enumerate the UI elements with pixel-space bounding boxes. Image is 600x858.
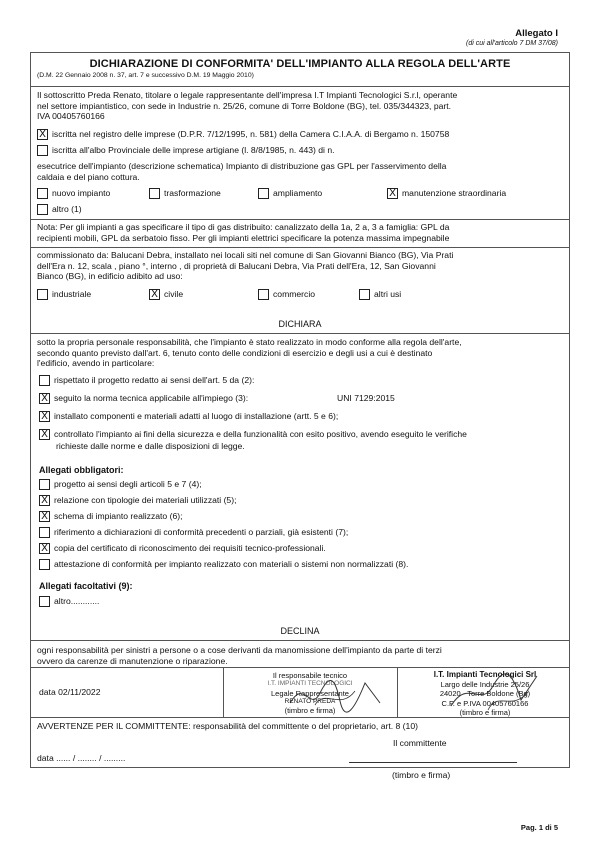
intro-line: nel settore impiantistico, con sede in Industrie n. 25/26, comune di Torre Boldone (BG), tel. 035/344323, part. (37, 100, 452, 111)
allegato-item (39, 543, 326, 554)
dichiara-item-label: controllato l'impianto ai fini della sicurezza e della funzionalità con esito positivo, avendo eseguito le verifiche (54, 429, 467, 439)
allegato-item-label: progetto ai sensi degli articoli 5 e 7 (4); (54, 479, 202, 489)
declina-line: ogni responsabilità per sinistri a persone o a cose derivanti da manomissione dell'impianto da parte di terzi (37, 645, 442, 655)
uso-civile (149, 289, 183, 300)
divider (31, 717, 569, 718)
option-label: industriale (52, 289, 92, 299)
divider (31, 640, 569, 641)
divider (397, 667, 398, 717)
dichiara-section (31, 337, 569, 369)
company-piva: C.F. e P.IVA 00405760166 (441, 698, 529, 708)
committente-line: commissionato da: Balucani Debra, installato nei locali siti nel comune di San Giovanni Bianco (BG), Via Prati (37, 250, 454, 260)
allegato-label: Allegato I (515, 28, 558, 39)
document-subtitle: (D.M. 22 Gennaio 2008 n. 37, art. 7 e successivo D.M. 19 Maggio 2010) (37, 71, 254, 79)
allegato-item (39, 559, 408, 570)
document-frame (30, 52, 570, 768)
nota-line: Nota: Per gli impianti a gas specificare il tipo di gas distribuito: canalizzato della 1a, 2 a, 3 a famiglia: GPL da (37, 222, 450, 232)
dichiara-item (39, 393, 248, 404)
declina-line: ovvero da carenze di manutenzione o riparazione. (37, 655, 228, 666)
responsabile-label: Il responsabile tecnico (272, 671, 348, 680)
dichiara-item (39, 375, 254, 386)
dichiara-item-label: rispettato il progetto redatto ai sensi dell'art. 5 da (2): (54, 375, 255, 385)
allegato-item (39, 495, 236, 506)
esecutrice-line: esecutrice dell'impianto (descrizione schematica) Impianto di distribuzione gas GPL per l'asservimento della (37, 161, 447, 171)
checkbox[interactable] (37, 204, 48, 215)
option-label: ampliamento (273, 188, 323, 198)
checkbox[interactable] (258, 188, 269, 199)
allegato-item (39, 511, 182, 522)
allegato-item-label: altro............ (54, 596, 100, 606)
checkbox[interactable]: X (39, 495, 50, 506)
divider (223, 667, 224, 717)
allegato-item-label: relazione con tipologie dei materiali utilizzati (5); (54, 495, 237, 505)
committente-label: Il committente (393, 738, 447, 748)
allegato-note: (di cui all'articolo 7 DM 37/08) (466, 39, 558, 47)
uso-commercio (258, 289, 315, 300)
allegato-item-label: schema di impianto realizzato (6); (54, 511, 183, 521)
declina-heading: DECLINA (280, 626, 320, 636)
checkbox[interactable] (39, 527, 50, 538)
dichiara-heading: DICHIARA (278, 319, 322, 329)
allegato-item-label: riferimento a dichiarazioni di conformità precedenti o parziali, già esistenti (7); (54, 527, 349, 537)
option-nuovo-impianto (37, 188, 110, 199)
checkbox[interactable]: X (149, 289, 160, 300)
checkbox[interactable] (359, 289, 370, 300)
albo-artigiane-row (37, 145, 335, 156)
divider (31, 86, 569, 87)
option-label: commercio (273, 289, 316, 299)
divider (31, 219, 569, 220)
allegati-obbligatori-heading: Allegati obbligatori: (39, 465, 124, 475)
option-label: manutenzione straordinaria (402, 188, 507, 198)
company-address: 24020 - Torre Boldone (Bg) (439, 689, 531, 699)
dichiara-item-continuation: richieste dalle norme e dalle disposizioni di legge. (56, 441, 245, 451)
checkbox[interactable]: X (39, 411, 50, 422)
checkbox[interactable]: X (387, 188, 398, 199)
dichiara-item-label: installato componenti e materiali adatti al luogo di installazione (artt. 5 e 6); (54, 411, 339, 421)
dichiara-item (39, 411, 338, 422)
page-number: Pag. 1 di 5 (520, 823, 558, 832)
uso-industriale (37, 289, 91, 300)
dichiara-line: secondo quanto previsto dall'art. 6, tenuto conto delle condizioni di esercizio e degli usi a cui è destinato (37, 347, 433, 358)
checkbox[interactable] (37, 145, 48, 156)
option-label: civile (164, 289, 184, 299)
checkbox[interactable] (39, 479, 50, 490)
intro-line: IVA 00405760166 (37, 111, 105, 122)
checkbox[interactable]: X (39, 429, 50, 440)
option-label: altri usi (374, 289, 402, 299)
option-label: nuovo impianto (52, 188, 111, 198)
title-section (31, 58, 569, 80)
checkbox[interactable] (37, 188, 48, 199)
timbro-firma-caption: (timbro e firma) (284, 706, 336, 715)
nota-line: recipienti mobili, GPL da serbatoio fisso. Per gli impianti elettrici specificare la potenza massima impegnabile (37, 232, 450, 243)
allegato-facoltativo-item (39, 596, 99, 607)
allegato-item-label: copia del certificato di riconoscimento dei requisiti tecnico-professionali. (54, 543, 326, 553)
company-name: I.T. Impianti Tecnologici Srl (433, 670, 537, 679)
declina-section (31, 645, 569, 666)
intro-section (31, 90, 569, 122)
intro-line: Il sottoscritto Preda Renato, titolare o legale rappresentante dell'impresa I.T Impianti Tecnologici S.r.l, operante (37, 90, 458, 100)
allegato-item (39, 527, 348, 538)
committente-line: dell'Era n. 12, scala , piano °, interno , di proprietà di Balucani Debra, Via Prati dell'Era, 12, San Giovanni (37, 260, 436, 271)
committente-line: Bianco (BG), in edificio adibito ad uso: (37, 271, 183, 282)
committente-timbro-caption: (timbro e firma) (392, 770, 451, 780)
avvertenze-text: AVVERTENZE PER IL COMMITTENTE: responsabilità del committente o del proprietario, art. 8 (10) (37, 721, 418, 731)
responsabile-stamp: I.T. IMPIANTI TECNOLOGICI (267, 680, 353, 688)
checkbox[interactable] (39, 596, 50, 607)
divider (31, 247, 569, 248)
checkbox[interactable] (37, 289, 48, 300)
registro-imprese-row (37, 129, 449, 140)
nota-section (31, 222, 569, 243)
allegati-facoltativi-heading: Allegati facoltativi (9): (39, 581, 133, 591)
responsabile-name-stamp: RENATO PREDA (284, 697, 336, 705)
checkbox-label: iscritta nel registro delle imprese (D.P.R. 7/12/1995, n. 581) della Camera C.I.A.A. di Bergamo n. 150758 (52, 129, 450, 139)
checkbox-label: iscritta all'albo Provinciale delle imprese artigiane (l. 8/8/1985, n. 443) di n. (52, 145, 335, 155)
uso-altri-usi (359, 289, 401, 300)
timbro-firma-caption: (timbro e firma) (459, 708, 511, 718)
signature-mark (443, 670, 543, 714)
dichiara-line: sotto la propria personale responsabilità, che l'impianto è stato realizzato in modo conforme alla regola dell'arte, (37, 337, 462, 347)
allegato-item-label: attestazione di conformità per impianto realizzato con materiali o sistemi non normalizzati (8). (54, 559, 409, 569)
impresa-stamp-block (403, 670, 567, 718)
document-title: DICHIARAZIONE DI CONFORMITA' DELL'IMPIANTO ALLA REGOLA DELL'ARTE (89, 58, 511, 70)
checkbox[interactable]: X (39, 393, 50, 404)
checkbox[interactable] (258, 289, 269, 300)
legale-rappresentante-label: Legale Rappresentante (271, 688, 349, 698)
allegato-item (39, 479, 202, 490)
option-altro (37, 204, 82, 215)
checkbox[interactable] (39, 375, 50, 386)
data-committente: data ...... / ........ / ......... (37, 753, 126, 763)
dichiara-item (39, 429, 467, 440)
checkbox[interactable] (149, 188, 160, 199)
esecutrice-line: caldaia e del piano cottura. (37, 171, 140, 182)
signature-line (349, 762, 517, 763)
allegato-header (466, 28, 558, 49)
option-ampliamento (258, 188, 322, 199)
dichiara-line: l'edificio, avendo in particolare: (37, 358, 155, 369)
option-label: altro (1) (52, 204, 82, 214)
norma-tecnica-value: UNI 7129:2015 (337, 393, 395, 403)
option-label: trasformazione (164, 188, 221, 198)
dichiara-item-label: seguito la norma tecnica applicabile all'impiego (3): (54, 393, 249, 403)
data-firma: data 02/11/2022 (39, 687, 101, 697)
option-trasformazione (149, 188, 221, 199)
committente-section (31, 250, 569, 282)
firma-section (31, 667, 569, 717)
signature-mark (285, 673, 385, 713)
divider (31, 333, 569, 334)
checkbox[interactable]: X (37, 129, 48, 140)
checkbox[interactable]: X (39, 511, 50, 522)
responsabile-tecnico-block (227, 671, 393, 715)
esecutrice-section (31, 161, 569, 182)
option-manutenzione-straordinaria (387, 188, 506, 199)
checkbox[interactable]: X (39, 543, 50, 554)
company-address: Largo delle Industrie 25/26 (440, 680, 530, 689)
checkbox[interactable] (39, 559, 50, 570)
